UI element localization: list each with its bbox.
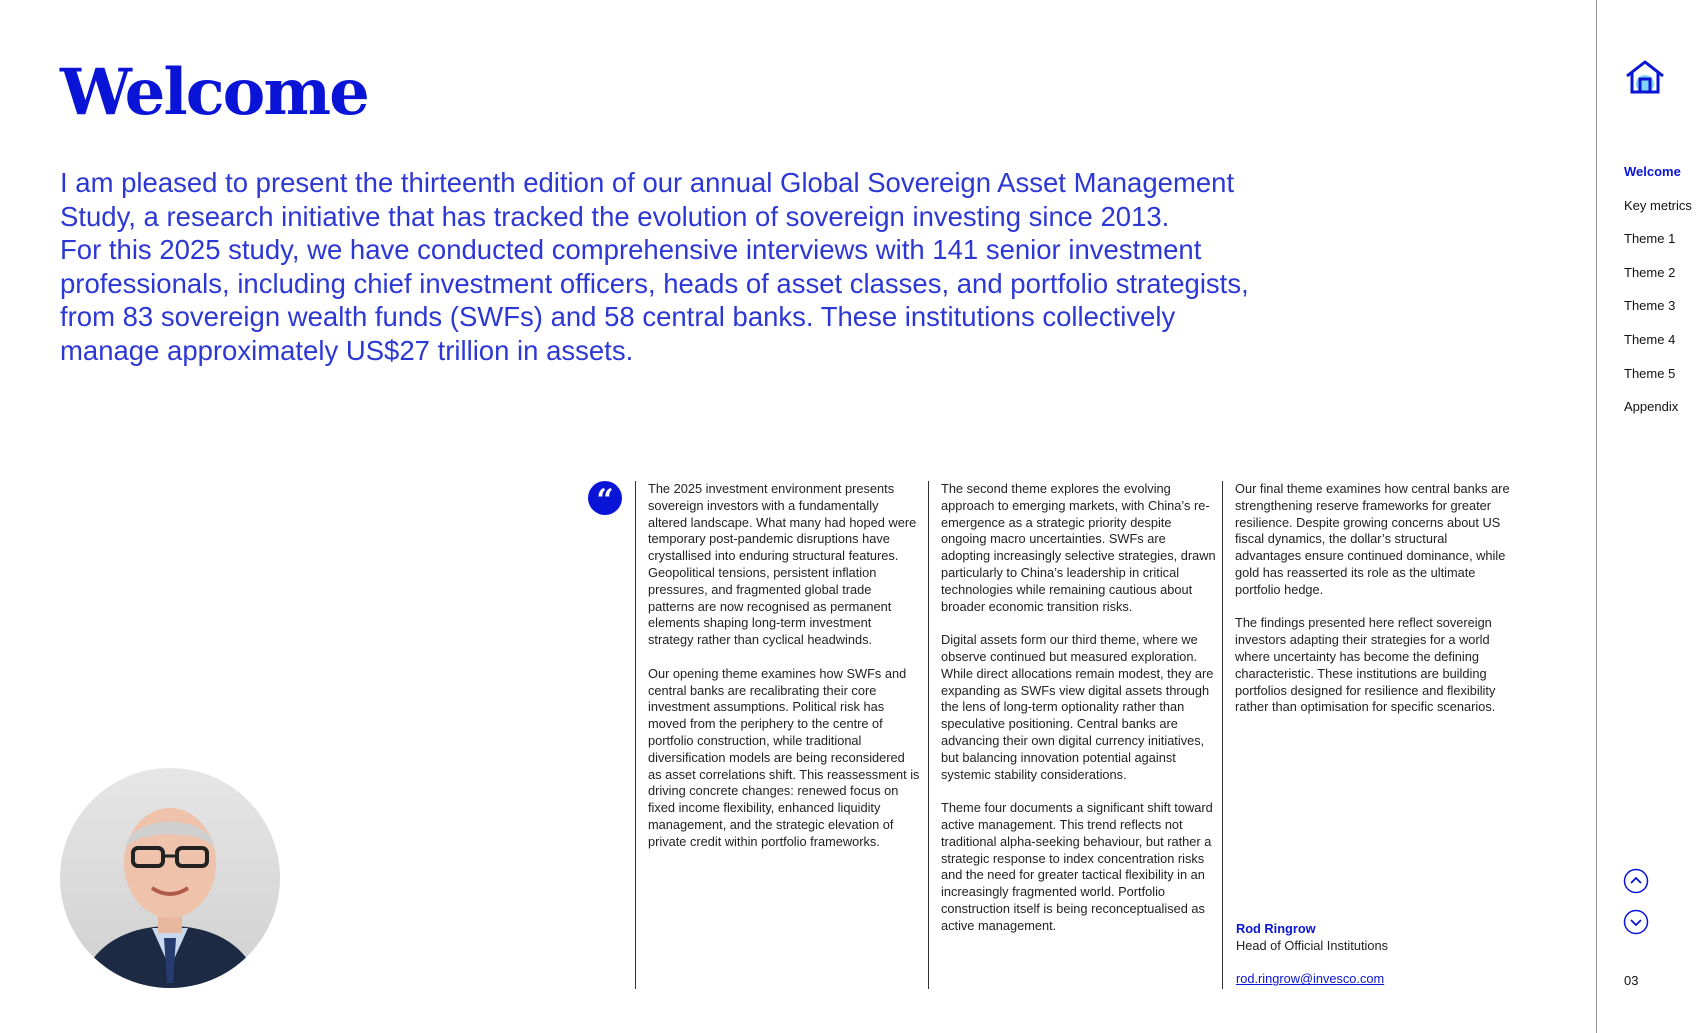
nav-item-theme-4[interactable]: Theme 4 <box>1624 331 1676 347</box>
nav-item-theme-1[interactable]: Theme 1 <box>1624 231 1676 247</box>
body-paragraph: Digital assets form our third theme, where we observe continued but measured exploration. While direct allocations remain modest, they are expanding as SWFs view digital assets through the lens of long-term optionality rather than speculative positioning. Central banks are advancing their own digital currency initiatives, but balancing innovation potential against systemic stability considerations. <box>941 632 1214 782</box>
intro-text <box>60 166 1260 368</box>
body-column-1 <box>635 481 920 989</box>
signature-role: Head of Official Institutions <box>1236 937 1388 953</box>
portrait-image <box>60 768 280 988</box>
navigation-sidebar <box>1596 0 1707 1033</box>
nav-item-theme-3[interactable]: Theme 3 <box>1624 298 1676 314</box>
page-title: Welcome <box>60 55 368 130</box>
intro-paragraph: I am pleased to present the thirteenth edition of our annual Global Sovereign Asset Management Study, a research initiative that has tracked the evolution of sovereign investing since 2013. <box>60 167 1235 232</box>
nav-item-welcome[interactable]: Welcome <box>1624 164 1681 179</box>
chevron-down-icon[interactable] <box>1623 909 1649 935</box>
body-paragraph: Our final theme examines how central banks are strengthening reserve frameworks for greater resilience. Despite growing concerns about US fiscal dynamics, the dollar’s structural advantages ensure continued dominance, while gold has reasserted its role as the ultimate portfolio hedge. <box>1235 481 1510 597</box>
body-paragraph: Theme four documents a significant shift toward active management. This trend reflects not traditional alpha-seeking behaviour, but rather a strategic response to index concentration risks and the need for greater tactical flexibility in an increasingly fragmented world. Portfolio construction itself is being reconceptualised as active management. <box>941 800 1213 933</box>
chevron-up-icon[interactable] <box>1623 868 1649 894</box>
body-column-2 <box>928 481 1218 989</box>
home-icon[interactable] <box>1623 56 1667 100</box>
body-paragraph: The findings presented here reflect sovereign investors adapting their strategies for a world where uncertainty has become the defining characteristic. These institutions are building portfolios designed for resilience and flexibility rather than optimisation for specific scenarios. <box>1235 615 1496 715</box>
intro-paragraph: For this 2025 study, we have conducted comprehensive interviews with 141 senior investment professionals, including chief investment officers, heads of asset classes, and portfolio strategists, from 83 sovereign wealth funds (SWFs) and 58 central banks. These institutions collectively manage approximately US$27 trillion in assets. <box>60 234 1249 366</box>
body-paragraph: The 2025 investment environment presents sovereign investors with a fundamentally altered landscape. What many had hoped were temporary post-pandemic disruptions have crystallised into enduring structural features. Geopolitical tensions, persistent inflation pressures, and fragmented global trade patterns are now recognised as permanent elements shaping long-term investment strategy rather than cyclical headwinds. <box>648 481 917 648</box>
signature-name: Rod Ringrow <box>1236 921 1316 936</box>
nav-item-theme-5[interactable]: Theme 5 <box>1624 365 1676 381</box>
page-number: 03 <box>1624 973 1639 988</box>
nav-item-key-metrics[interactable]: Key metrics <box>1624 197 1692 213</box>
section-nav <box>1624 164 1692 433</box>
nav-item-theme-2[interactable]: Theme 2 <box>1624 264 1676 280</box>
signature-block <box>1236 921 1388 988</box>
body-column-3 <box>1222 481 1512 989</box>
nav-item-appendix[interactable]: Appendix <box>1624 399 1679 415</box>
author-portrait <box>60 768 280 988</box>
body-paragraph: Our opening theme examines how SWFs and central banks are recalibrating their core investment assumptions. Political risk has moved from the periphery to the centre of portfolio construction, while traditional diversification models are being reconsidered as asset correlations shift. This reassessment is driving concrete changes: renewed focus on fixed income flexibility, enhanced liquidity management, and the strategic elevation of private credit within portfolio frameworks. <box>648 665 920 849</box>
body-paragraph: The second theme explores the evolving approach to emerging markets, with China’s re-emergence as a strategic priority despite ongoing macro uncertainties. SWFs are adopting increasingly selective strategies, drawn particularly to China’s leadership in critical technologies while remaining cautious about broader economic transition risks. <box>941 481 1216 614</box>
email-link[interactable]: rod.ringrow@invesco.com <box>1236 971 1385 987</box>
quote-icon: “ <box>588 481 622 515</box>
